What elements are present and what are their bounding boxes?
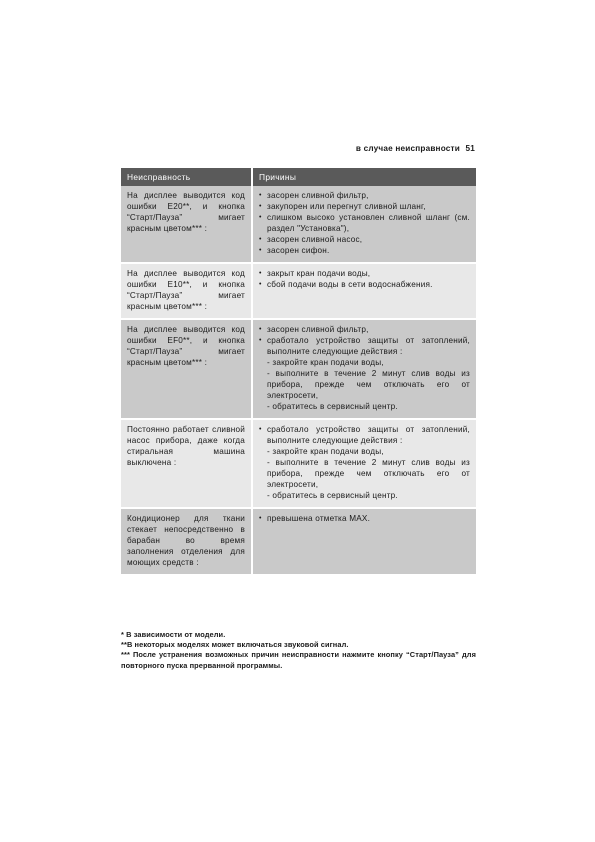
causes-cell: [252, 508, 476, 574]
table-body: [121, 186, 476, 574]
causes-cell: [252, 419, 476, 508]
table-row: [121, 419, 476, 508]
causes-list: [259, 324, 470, 412]
cause-item: • засорен сифон.: [259, 245, 470, 256]
troubleshooting-table: [121, 168, 476, 574]
causes-cell: [252, 263, 476, 319]
table-row: [121, 508, 476, 574]
cause-item: • засорен сливной фильтр,: [259, 324, 470, 335]
table-row: [121, 186, 476, 263]
column-header-causes: Причины: [252, 168, 476, 186]
column-header-fault: Неисправность: [121, 168, 252, 186]
cause-item: • сбой подачи воды в сети водоснабжения.: [259, 279, 470, 290]
table-header-row: [121, 168, 476, 186]
cause-item: • слишком высоко установлен сливной шланг (см. раздел "Установка"),: [259, 212, 470, 234]
page-number: 51: [465, 144, 475, 153]
causes-list: [259, 513, 470, 524]
cause-item: • сработало устройство защиты от затоплений, выполните следующие действия :: [259, 335, 470, 357]
cause-item: • закупорен или перегнут сливной шланг,: [259, 201, 470, 212]
table-row: [121, 263, 476, 319]
table-row: [121, 319, 476, 419]
cause-item: • засорен сливной насос,: [259, 234, 470, 245]
fault-cell: Постоянно работает сливной насос прибора, даже когда стиральная машина выключена :: [121, 419, 252, 508]
fault-cell: На дисплее выводится код ошибки EF0**, и кнопка “Старт/Пауза” мигает красным цветом*** :: [121, 319, 252, 419]
fault-cell: На дисплее выводится код ошибки E10**, и кнопка “Старт/Пауза” мигает красным цветом*** :: [121, 263, 252, 319]
footnotes: [121, 630, 476, 671]
action-step: - выполните в течение 2 минут слив воды из прибора, прежде чем отключать его от электросети,: [267, 369, 470, 400]
footnote: * В зависимости от модели.: [121, 630, 226, 639]
section-title: в случае неисправности: [355, 144, 460, 153]
action-step: - обратитесь в сервисный центр.: [267, 402, 398, 411]
cause-item: • превышена отметка MAX.: [259, 513, 470, 524]
causes-list: [259, 268, 470, 290]
fault-cell: Кондиционер для ткани стекает непосредственно в барабан во время заполнения отделения для моющих средств :: [121, 508, 252, 574]
action-step: - обратитесь в сервисный центр.: [267, 491, 398, 500]
causes-list: [259, 190, 470, 256]
page-header: [300, 144, 475, 153]
causes-cell: [252, 186, 476, 263]
cause-item: • засорен сливной фильтр,: [259, 190, 470, 201]
action-step: - закройте кран подачи воды,: [267, 447, 384, 456]
footnote: **В некоторых моделях может включаться звуковой сигнал.: [121, 640, 349, 650]
action-step: - закройте кран подачи воды,: [267, 358, 384, 367]
cause-item: • сработало устройство защиты от затоплений, выполните следующие действия :: [259, 424, 470, 446]
causes-list: [259, 424, 470, 501]
causes-cell: [252, 319, 476, 419]
cause-item: • закрыт кран подачи воды,: [259, 268, 470, 279]
fault-cell: На дисплее выводится код ошибки E20**, и кнопка “Старт/Пауза” мигает красным цветом*** :: [121, 186, 252, 263]
footnote: *** После устранения возможных причин неисправности нажмите кнопку “Старт/Пауза” для повторного пуска прерванной программы.: [121, 650, 476, 670]
action-step: - выполните в течение 2 минут слив воды из прибора, прежде чем отключать его от электросети,: [267, 458, 470, 489]
